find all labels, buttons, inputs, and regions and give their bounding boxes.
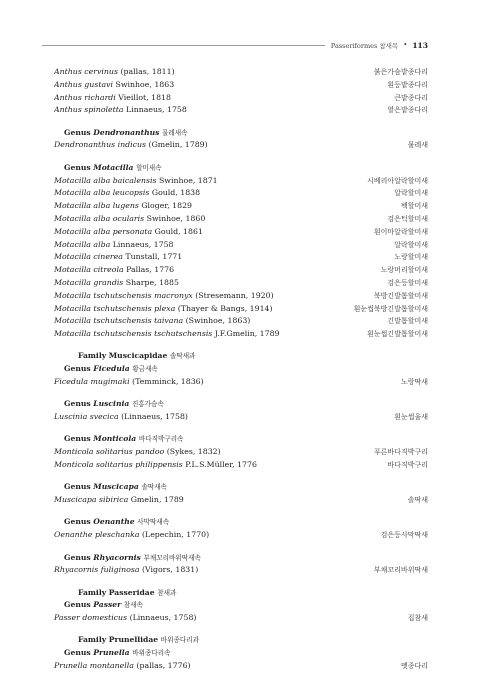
species-authority: (Lepechin, 1770) [141, 530, 210, 540]
scientific-name: Motacilla alba [54, 239, 111, 249]
korean-name: 흰이마알락할미새 [373, 227, 428, 236]
scientific-name: Anthus gustavi [54, 79, 114, 89]
scientific-name: Motacilla alba ocularis [54, 213, 145, 223]
genus-label: Genus [64, 127, 91, 137]
species-row [54, 315, 428, 328]
genus-name: Luscinia [93, 399, 130, 409]
species-row [54, 66, 428, 79]
species-row [54, 139, 428, 152]
species-authority: Swinhoe, 1860 [146, 213, 206, 223]
korean-name: 검은등사막딱새 [380, 531, 428, 540]
korean-name: 흰눈썹긴발톱할미새 [367, 330, 428, 339]
species-row [54, 277, 428, 290]
block-gap [54, 152, 428, 162]
species-authority: (Swinhoe, 1863) [185, 316, 251, 326]
species-authority: (Thayer & Bangs, 1914) [177, 303, 273, 313]
korean-name: 노랑할미새 [394, 253, 428, 262]
species-entry [54, 264, 174, 277]
scientific-name: Motacilla tschutschensis taivana [54, 316, 184, 326]
species-authority: (Gmelin, 1789) [148, 140, 208, 150]
species-authority: Linnaeus, 1758 [112, 239, 174, 249]
scientific-name: Motacilla tschutschensis plexa [54, 303, 176, 313]
genus-heading [54, 363, 428, 376]
header-bullet: • [403, 41, 408, 49]
scientific-name: Oenanthe pleschanka [54, 530, 140, 540]
scientific-name: Monticola solitarius pandoo [54, 447, 165, 457]
species-authority: Gmelin, 1789 [130, 495, 184, 505]
species-row [54, 92, 428, 105]
scientific-name: Dendronanthus indicus [54, 140, 147, 150]
genus-name: Rhyacornis [93, 552, 141, 562]
genus-label: Genus [64, 552, 91, 562]
korean-name: 집참새 [407, 614, 428, 623]
family-label: Family [78, 351, 107, 361]
species-authority: Gould, 1838 [151, 188, 201, 198]
page-header [42, 38, 428, 52]
genus-korean-name: 할미새속 [136, 163, 162, 172]
genus-heading [54, 398, 428, 411]
genus-heading [54, 481, 428, 494]
korean-name: 흰등밭종다리 [387, 80, 428, 89]
genus-heading [54, 516, 428, 529]
family-korean-name: 참새과 [157, 588, 177, 597]
genus-name: Passer [93, 600, 122, 610]
family-label: Family [78, 587, 107, 597]
species-authority: Swinhoe, 1863 [115, 79, 175, 89]
species-entry [54, 494, 184, 507]
block-gap [54, 389, 428, 399]
species-entry [54, 239, 174, 252]
species-row [54, 213, 428, 226]
section-title: Passeriformes 참새목 [330, 41, 399, 50]
genus-korean-name: 바위종다리속 [132, 649, 171, 658]
korean-name: 푸른바다직박구리 [373, 448, 428, 457]
family-heading [54, 634, 428, 647]
korean-name: 알락할미새 [394, 189, 428, 198]
scientific-name: Ficedula mugimaki [54, 377, 130, 387]
block-gap [54, 472, 428, 482]
scientific-name: Passer domesticus [54, 613, 128, 623]
species-authority: (Linnaeus, 1758) [121, 412, 188, 422]
scientific-name: Motacilla tschutschensis tschutschensis [54, 329, 213, 339]
species-row [54, 411, 428, 424]
species-authority: J.F.Gmelin, 1789 [214, 329, 280, 339]
block-gap [54, 577, 428, 587]
scientific-name: Rhyacornis fuliginosa [54, 565, 140, 575]
genus-name: Monticola [93, 434, 137, 444]
species-entry [54, 187, 200, 200]
scientific-name: Anthus richardi [54, 92, 116, 102]
species-authority: Gloger, 1829 [141, 201, 193, 211]
scientific-name: Motacilla alba leucopsis [54, 188, 150, 198]
species-entry [54, 376, 204, 389]
family-korean-name: 바위종다리과 [160, 636, 199, 645]
scientific-name: Motacilla cinerea [54, 252, 123, 262]
korean-name: 북방긴발톱할미새 [373, 291, 428, 300]
korean-name: 큰밭종다리 [394, 93, 428, 102]
species-authority: Vieillot, 1818 [118, 92, 171, 102]
species-entry [54, 175, 218, 188]
block-gap [54, 542, 428, 552]
header-rule [42, 45, 325, 46]
species-entry [54, 459, 257, 472]
korean-name: 부채꼬리바위딱새 [373, 566, 428, 575]
species-authority: (pallas, 1776) [136, 661, 191, 671]
species-row [54, 187, 428, 200]
species-entry [54, 226, 203, 239]
family-name: Passeridae [108, 587, 155, 597]
species-row [54, 79, 428, 92]
korean-name: 물레새 [407, 141, 428, 150]
species-row [54, 104, 428, 117]
species-authority: Linnaeus, 1758 [126, 105, 187, 115]
scientific-name: Motacilla tschutschensis macronyx [54, 290, 193, 300]
species-row [54, 564, 428, 577]
species-entry [54, 303, 273, 316]
family-heading [54, 587, 428, 600]
genus-label: Genus [64, 600, 91, 610]
species-authority: (Sykes, 1832) [166, 447, 221, 457]
species-row [54, 328, 428, 341]
species-row [54, 529, 428, 542]
block-gap [54, 341, 428, 351]
family-name: Muscicapidae [108, 351, 168, 361]
page-number: 113 [412, 40, 428, 50]
species-row [54, 200, 428, 213]
species-row [54, 660, 428, 673]
species-entry [54, 612, 196, 625]
species-entry [54, 251, 182, 264]
korean-name: 솔딱새 [407, 496, 428, 505]
species-entry [54, 564, 198, 577]
species-authority: (Linnaeus, 1758) [129, 613, 197, 623]
genus-label: Genus [64, 648, 91, 658]
species-authority: Tunstall, 1771 [125, 252, 183, 262]
genus-korean-name: 참새속 [123, 601, 143, 610]
korean-name: 긴발톱할미새 [387, 317, 428, 326]
species-entry [54, 529, 209, 542]
block-gap [54, 424, 428, 434]
korean-name: 검은등할미새 [387, 278, 428, 287]
genus-heading [54, 127, 428, 140]
genus-label: Genus [64, 434, 91, 444]
scientific-name: Prunella montanella [54, 661, 134, 671]
scientific-name: Motacilla alba personata [54, 226, 153, 236]
genus-heading [54, 647, 428, 660]
genus-label: Genus [64, 364, 91, 374]
species-entry [54, 315, 250, 328]
block-gap [54, 625, 428, 635]
species-row [54, 239, 428, 252]
genus-korean-name: 물레새속 [162, 128, 188, 137]
genus-label: Genus [64, 517, 91, 527]
species-authority: Pallas, 1776 [126, 265, 175, 275]
scientific-name: Motacilla alba lugens [54, 201, 139, 211]
korean-name: 옅은밭종다리 [387, 106, 428, 115]
species-entry [54, 79, 174, 92]
species-entry [54, 277, 179, 290]
korean-name: 흰눈썹북방긴발톱할미새 [353, 304, 428, 313]
species-authority: (Vigors, 1831) [141, 565, 199, 575]
genus-name: Muscicapa [93, 482, 139, 492]
block-gap [54, 507, 428, 517]
korean-name: 멧종다리 [400, 662, 428, 671]
species-authority: (Stresemann, 1920) [195, 290, 274, 300]
species-authority: P.L.S.Müller, 1776 [185, 460, 257, 470]
genus-label: Genus [64, 162, 91, 172]
korean-name: 검은턱할미새 [387, 214, 428, 223]
species-row [54, 446, 428, 459]
genus-heading [54, 433, 428, 446]
korean-name: 알락할미새 [394, 240, 428, 249]
species-checklist [54, 66, 428, 673]
genus-name: Dendronanthus [93, 127, 160, 137]
species-entry [54, 290, 274, 303]
species-row [54, 226, 428, 239]
korean-name: 노랑머리할미새 [380, 266, 428, 275]
family-korean-name: 솔딱새과 [169, 352, 196, 361]
genus-korean-name: 솔딱새속 [141, 483, 167, 492]
korean-name: 노랑딱새 [400, 378, 428, 387]
species-authority: Gould, 1861 [154, 226, 203, 236]
species-row [54, 612, 428, 625]
species-entry [54, 411, 188, 424]
genus-korean-name: 황금새속 [132, 365, 158, 374]
species-entry [54, 446, 221, 459]
species-entry [54, 66, 175, 79]
genus-heading [54, 599, 428, 612]
scientific-name: Anthus cervinus [54, 67, 118, 76]
genus-name: Motacilla [93, 162, 134, 172]
genus-korean-name: 부채꼬리바위딱새속 [143, 553, 201, 562]
species-row [54, 264, 428, 277]
korean-name: 백할미새 [400, 202, 428, 211]
scientific-name: Motacilla alba baicalensis [54, 175, 157, 185]
species-authority: (Temminck, 1836) [132, 377, 204, 387]
species-entry [54, 213, 205, 226]
species-authority: (pallas, 1811) [120, 67, 175, 76]
species-row [54, 251, 428, 264]
korean-name: 바다직박구리 [387, 461, 428, 470]
family-name: Prunellidae [108, 635, 159, 645]
korean-name: 흰눈썹울새 [394, 413, 428, 422]
genus-label: Genus [64, 482, 91, 492]
genus-heading [54, 162, 428, 175]
species-row [54, 175, 428, 188]
species-authority: Sharpe, 1885 [125, 277, 179, 287]
genus-name: Ficedula [93, 364, 130, 374]
species-row [54, 376, 428, 389]
genus-korean-name: 진홍가슴속 [131, 400, 164, 409]
species-authority: Swinhoe, 1871 [158, 175, 218, 185]
korean-name: 시베리아알락할미새 [367, 176, 428, 185]
family-label: Family [78, 635, 107, 645]
genus-heading [54, 552, 428, 565]
species-row [54, 290, 428, 303]
species-entry [54, 328, 280, 341]
scientific-name: Motacilla citreola [54, 265, 124, 275]
genus-label: Genus [64, 399, 91, 409]
scientific-name: Motacilla grandis [54, 277, 124, 287]
scientific-name: Monticola solitarius philippensis [54, 460, 183, 470]
scientific-name: Luscinia svecica [54, 412, 119, 422]
species-entry [54, 139, 208, 152]
scientific-name: Anthus spinoletta [54, 105, 124, 115]
species-entry [54, 92, 171, 105]
family-heading [54, 350, 428, 363]
species-row [54, 459, 428, 472]
species-row [54, 303, 428, 316]
korean-name: 붉은가슴밭종다리 [373, 68, 428, 76]
genus-korean-name: 바다직박구리속 [138, 435, 184, 444]
genus-name: Prunella [93, 648, 130, 658]
genus-korean-name: 사막딱새속 [137, 518, 170, 527]
species-row [54, 494, 428, 507]
species-entry [54, 200, 192, 213]
species-entry [54, 104, 187, 117]
genus-name: Oenanthe [93, 517, 135, 527]
species-entry [54, 660, 191, 673]
block-gap [54, 117, 428, 127]
scientific-name: Muscicapa sibirica [54, 495, 129, 505]
